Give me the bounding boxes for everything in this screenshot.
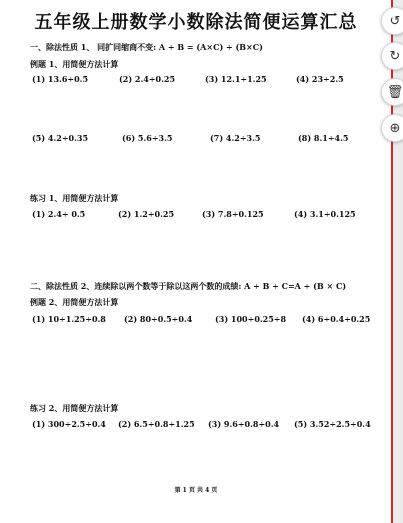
example2-label: 例题 2、用简便方法计算	[30, 297, 119, 307]
problem-item: (5) 3.52÷2.5÷0.4	[294, 419, 371, 429]
problem-item: (2) 6.5÷0.8÷1.25	[118, 419, 195, 429]
trash-icon: 🗑	[386, 84, 403, 100]
add-icon: ⊕	[389, 120, 401, 136]
section1-heading: 一、除法性质 1、 同扩同缩商不变: A ÷ B = (A×C) ÷ (B×C)	[30, 42, 263, 52]
problem-item: (8) 8.1÷4.5	[298, 133, 349, 143]
problem-item: (4) 3.1÷0.125	[294, 209, 356, 219]
problem-item: (4) 23÷2.5	[296, 74, 344, 84]
problem-item: (6) 5.6÷3.5	[122, 133, 173, 143]
page-number: 第 1 页 共 4 页	[174, 487, 218, 494]
section2-heading: 二、除法性质 2、连续除以两个数等于除以这两个数的成绩: A ÷ B ÷ C=A ÷ (B × C)	[30, 281, 347, 291]
page-title: 五年级上册数学小数除法简便运算汇总	[34, 12, 358, 33]
problem-item: (2) 80÷0.5÷0.4	[124, 314, 193, 324]
rotate-right-icon: ↻	[389, 48, 401, 64]
example1-label: 例题 1、用简便方法计算	[30, 59, 119, 69]
problem-item: (5) 4.2÷0.35	[32, 133, 89, 143]
problem-item: (1) 2.4÷ 0.5	[32, 209, 86, 219]
problem-item: (7) 4.2÷3.5	[210, 133, 261, 143]
problem-item: (1) 13.6÷0.5	[32, 74, 89, 84]
rotate-left-button[interactable]	[381, 7, 403, 35]
problem-item: (1) 10÷1.25÷0.8	[32, 314, 106, 324]
problem-item: (3) 9.6÷0.8÷0.4	[208, 419, 280, 429]
problem-item: (2) 1.2÷0.25	[118, 209, 175, 219]
practice1-label: 练习 1、用简便方法计算	[30, 193, 119, 203]
problem-item: (4) 6÷0.4÷0.25	[302, 314, 371, 324]
delete-button[interactable]	[381, 78, 403, 106]
problem-item: (3) 12.1÷1.25	[205, 74, 267, 84]
practice2-label: 练习 2、用简便方法计算	[30, 403, 119, 413]
problem-item: (1) 300÷2.5÷0.4	[32, 419, 106, 429]
rotate-left-icon: ↺	[389, 13, 401, 29]
problem-item: (3) 100÷0.25÷8	[215, 314, 287, 324]
problem-item: (2) 2.4÷0.25	[119, 74, 176, 84]
rotate-right-button[interactable]	[381, 42, 403, 70]
add-button[interactable]	[381, 114, 403, 142]
problem-item: (3) 7.8÷0.125	[202, 209, 264, 219]
